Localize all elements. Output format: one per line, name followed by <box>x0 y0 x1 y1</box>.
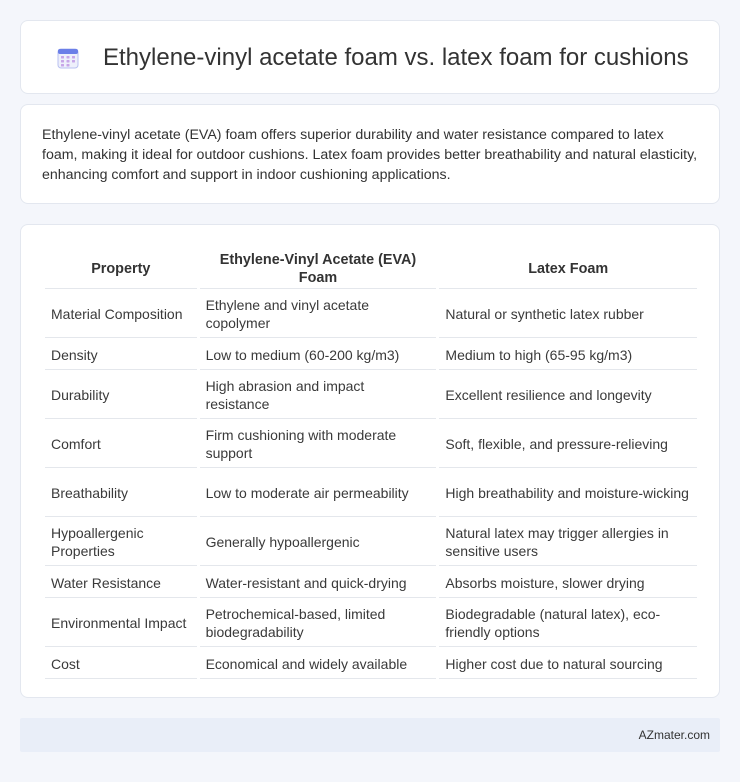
table-row <box>45 470 697 517</box>
comparison-table-card <box>20 224 720 698</box>
property-cell: Environmental Impact <box>45 600 197 647</box>
table-row <box>45 291 697 338</box>
eva-cell: Petrochemical-based, limited biodegradability <box>200 600 437 647</box>
table-row <box>45 568 697 598</box>
table-row <box>45 649 697 679</box>
eva-cell: Low to medium (60-200 kg/m3) <box>200 340 437 370</box>
eva-cell: Ethylene and vinyl acetate copolymer <box>200 291 437 338</box>
latex-cell: Soft, flexible, and pressure-relieving <box>439 421 697 468</box>
table-header-row <box>45 249 697 289</box>
eva-cell: High abrasion and impact resistance <box>200 372 437 419</box>
column-header-latex-foam: Latex Foam <box>439 249 697 289</box>
table-row <box>45 340 697 370</box>
footer-bar <box>20 718 720 752</box>
summary-text: Ethylene-vinyl acetate (EVA) foam offers superior durability and water resistance compared to latex foam, making it ideal for outdoor cushions. Latex foam provides better breathability and natural elasticity, enhancing comfort and support in indoor cushioning applications. <box>42 127 698 183</box>
footer-brand-link[interactable]: AZmater.com <box>638 728 710 742</box>
property-cell: Durability <box>45 372 197 419</box>
latex-cell: Natural latex may trigger allergies in sensitive users <box>439 519 697 566</box>
property-cell: Water Resistance <box>45 568 197 598</box>
title-card <box>20 20 720 94</box>
property-cell: Comfort <box>45 421 197 468</box>
table-row <box>45 519 697 566</box>
page-title: Ethylene-vinyl acetate foam vs. latex foam for cushions <box>103 44 689 71</box>
column-header-eva-foam: Ethylene-Vinyl Acetate (EVA) Foam <box>200 249 437 289</box>
calendar-icon <box>57 47 79 69</box>
latex-cell: Absorbs moisture, slower drying <box>439 568 697 598</box>
summary-card <box>20 104 720 204</box>
latex-cell: Biodegradable (natural latex), eco-friendly options <box>439 600 697 647</box>
table-row <box>45 372 697 419</box>
eva-cell: Generally hypoallergenic <box>200 519 437 566</box>
latex-cell: Higher cost due to natural sourcing <box>439 649 697 679</box>
latex-cell: Medium to high (65-95 kg/m3) <box>439 340 697 370</box>
property-cell: Density <box>45 340 197 370</box>
property-cell: Hypoallergenic Properties <box>45 519 197 566</box>
eva-cell: Low to moderate air permeability <box>200 470 437 517</box>
eva-cell: Firm cushioning with moderate support <box>200 421 437 468</box>
latex-cell: High breathability and moisture-wicking <box>439 470 697 517</box>
table-row <box>45 600 697 647</box>
property-cell: Cost <box>45 649 197 679</box>
latex-cell: Excellent resilience and longevity <box>439 372 697 419</box>
column-header-property: Property <box>45 249 197 289</box>
latex-cell: Natural or synthetic latex rubber <box>439 291 697 338</box>
table-row <box>45 421 697 468</box>
eva-cell: Water-resistant and quick-drying <box>200 568 437 598</box>
eva-cell: Economical and widely available <box>200 649 437 679</box>
property-cell: Breathability <box>45 470 197 517</box>
property-cell: Material Composition <box>45 291 197 338</box>
comparison-table <box>42 247 700 681</box>
